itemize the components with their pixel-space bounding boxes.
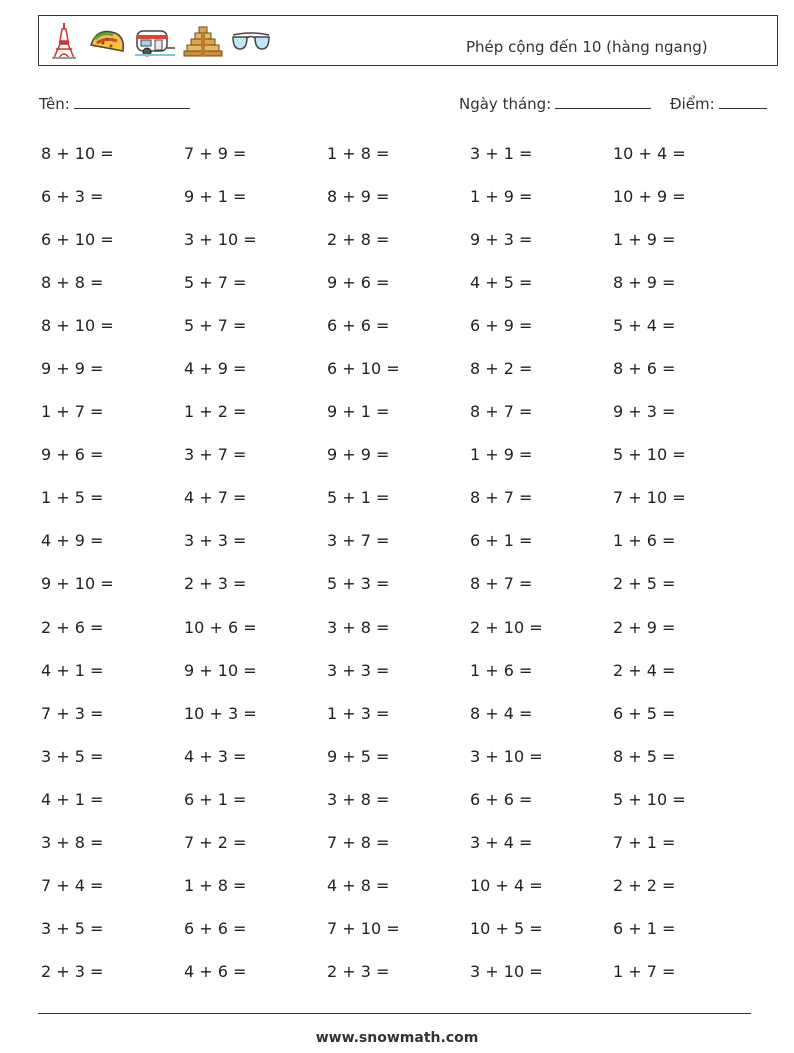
problem: 6 + 1 = xyxy=(470,531,533,551)
problem: 4 + 8 = xyxy=(327,875,390,895)
problem: 8 + 7 = xyxy=(470,488,533,508)
problem: 1 + 3 = xyxy=(327,703,390,723)
camper-trailer-icon xyxy=(133,21,177,61)
problem: 8 + 9 = xyxy=(327,187,390,207)
problem: 1 + 7 = xyxy=(613,961,676,981)
problem: 2 + 2 = xyxy=(613,875,676,895)
worksheet-title: Phép cộng đến 10 (hàng ngang) xyxy=(466,38,708,56)
problem: 1 + 6 = xyxy=(613,531,676,551)
problem: 1 + 9 = xyxy=(470,187,533,207)
problem: 6 + 1 = xyxy=(184,789,247,809)
date-field[interactable] xyxy=(459,94,651,113)
problem: 6 + 10 = xyxy=(41,230,114,250)
problem: 10 + 6 = xyxy=(184,617,257,637)
problem: 6 + 1 = xyxy=(613,918,676,938)
problem: 8 + 10 = xyxy=(41,316,114,336)
problem: 4 + 5 = xyxy=(470,273,533,293)
problem: 3 + 8 = xyxy=(41,832,104,852)
problem: 7 + 8 = xyxy=(327,832,390,852)
problem: 9 + 3 = xyxy=(470,230,533,250)
problem: 4 + 1 = xyxy=(41,789,104,809)
problem: 1 + 2 = xyxy=(184,402,247,422)
problem: 3 + 3 = xyxy=(327,660,390,680)
problem: 9 + 9 = xyxy=(327,445,390,465)
problem: 3 + 7 = xyxy=(327,531,390,551)
problem: 3 + 10 = xyxy=(184,230,257,250)
problem: 1 + 9 = xyxy=(470,445,533,465)
problem: 6 + 6 = xyxy=(184,918,247,938)
problem: 9 + 3 = xyxy=(613,402,676,422)
problem: 8 + 9 = xyxy=(613,273,676,293)
name-field[interactable] xyxy=(39,94,190,113)
problem: 4 + 1 = xyxy=(41,660,104,680)
problem: 1 + 5 = xyxy=(41,488,104,508)
problem: 6 + 6 = xyxy=(327,316,390,336)
problem: 9 + 10 = xyxy=(184,660,257,680)
problem: 5 + 3 = xyxy=(327,574,390,594)
problem: 8 + 2 = xyxy=(470,359,533,379)
problem: 3 + 5 = xyxy=(41,918,104,938)
score-field[interactable] xyxy=(670,94,767,113)
problem: 2 + 4 = xyxy=(613,660,676,680)
header-icons xyxy=(47,21,273,61)
problem: 2 + 3 = xyxy=(41,961,104,981)
eiffel-tower-icon xyxy=(47,21,81,61)
problem: 8 + 4 = xyxy=(470,703,533,723)
problem: 3 + 8 = xyxy=(327,617,390,637)
problem: 5 + 1 = xyxy=(327,488,390,508)
footer-divider xyxy=(38,1013,751,1014)
problem: 9 + 1 = xyxy=(327,402,390,422)
footer-url: www.snowmath.com xyxy=(315,1030,479,1046)
problem: 4 + 6 = xyxy=(184,961,247,981)
problem: 9 + 6 = xyxy=(327,273,390,293)
worksheet-header xyxy=(38,15,778,66)
problem: 8 + 8 = xyxy=(41,273,104,293)
score-blank[interactable] xyxy=(719,94,767,109)
problem: 6 + 6 = xyxy=(470,789,533,809)
problem: 1 + 8 = xyxy=(327,144,390,163)
problem: 8 + 7 = xyxy=(470,402,533,422)
problem: 7 + 9 = xyxy=(184,144,247,163)
problem: 3 + 4 = xyxy=(470,832,533,852)
problem: 3 + 3 = xyxy=(184,531,247,551)
problem: 1 + 6 = xyxy=(470,660,533,680)
problem: 2 + 9 = xyxy=(613,617,676,637)
problem: 9 + 9 = xyxy=(41,359,104,379)
problem: 5 + 7 = xyxy=(184,316,247,336)
problem: 7 + 10 = xyxy=(613,488,686,508)
problem: 8 + 6 = xyxy=(613,359,676,379)
date-blank[interactable] xyxy=(555,94,651,109)
problem: 10 + 4 = xyxy=(470,875,543,895)
problem: 7 + 2 = xyxy=(184,832,247,852)
problem: 7 + 3 = xyxy=(41,703,104,723)
problem: 3 + 7 = xyxy=(184,445,247,465)
problem: 6 + 3 = xyxy=(41,187,104,207)
problem: 3 + 10 = xyxy=(470,961,543,981)
problem: 3 + 8 = xyxy=(327,789,390,809)
taco-icon xyxy=(87,21,127,61)
problem: 5 + 4 = xyxy=(613,316,676,336)
problem: 9 + 1 = xyxy=(184,187,247,207)
problem: 1 + 9 = xyxy=(613,230,676,250)
problem: 1 + 7 = xyxy=(41,402,104,422)
problem: 9 + 5 = xyxy=(327,746,390,766)
problem: 4 + 9 = xyxy=(41,531,104,551)
problem: 2 + 3 = xyxy=(327,961,390,981)
problem: 5 + 7 = xyxy=(184,273,247,293)
problem: 8 + 5 = xyxy=(613,746,676,766)
problem: 4 + 7 = xyxy=(184,488,247,508)
problem: 7 + 4 = xyxy=(41,875,104,895)
problem: 3 + 1 = xyxy=(470,144,533,163)
problem: 2 + 10 = xyxy=(470,617,543,637)
problem: 1 + 8 = xyxy=(184,875,247,895)
problem: 6 + 5 = xyxy=(613,703,676,723)
problem: 5 + 10 = xyxy=(613,789,686,809)
problem: 7 + 1 = xyxy=(613,832,676,852)
name-blank[interactable] xyxy=(74,94,190,109)
problem: 10 + 9 = xyxy=(613,187,686,207)
problem: 4 + 9 = xyxy=(184,359,247,379)
pyramid-icon xyxy=(183,21,223,61)
problem: 7 + 10 = xyxy=(327,918,400,938)
problem: 8 + 7 = xyxy=(470,574,533,594)
score-label: Điểm: xyxy=(670,95,715,113)
problem: 10 + 5 = xyxy=(470,918,543,938)
problem: 3 + 10 = xyxy=(470,746,543,766)
problem: 8 + 10 = xyxy=(41,144,114,163)
problem: 2 + 8 = xyxy=(327,230,390,250)
date-label: Ngày tháng: xyxy=(459,95,552,113)
problem: 10 + 3 = xyxy=(184,703,257,723)
problem: 10 + 4 = xyxy=(613,144,686,163)
problem: 6 + 10 = xyxy=(327,359,400,379)
problem: 5 + 10 = xyxy=(613,445,686,465)
problem: 2 + 3 = xyxy=(184,574,247,594)
problem: 3 + 5 = xyxy=(41,746,104,766)
problem: 4 + 3 = xyxy=(184,746,247,766)
problem: 6 + 9 = xyxy=(470,316,533,336)
sunglasses-icon xyxy=(229,21,273,61)
problem: 9 + 10 = xyxy=(41,574,114,594)
problem: 2 + 6 = xyxy=(41,617,104,637)
problem: 9 + 6 = xyxy=(41,445,104,465)
problem: 2 + 5 = xyxy=(613,574,676,594)
name-label: Tên: xyxy=(39,95,70,113)
